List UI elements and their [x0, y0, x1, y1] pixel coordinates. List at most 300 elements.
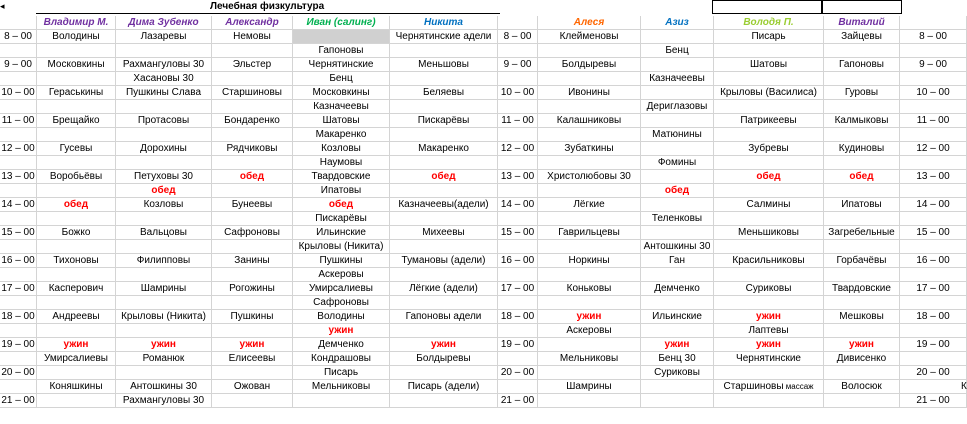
schedule-cell[interactable]: обед — [824, 170, 900, 184]
schedule-cell[interactable] — [212, 184, 293, 198]
schedule-cell[interactable]: Тихоновы — [37, 254, 116, 268]
schedule-cell[interactable] — [824, 184, 900, 198]
schedule-cell[interactable] — [714, 128, 824, 142]
header-cell-1[interactable]: Владимир М. — [37, 16, 116, 30]
schedule-cell[interactable] — [212, 44, 293, 58]
time-cell[interactable] — [498, 44, 538, 58]
schedule-cell[interactable]: обед — [390, 170, 498, 184]
header-cell-6[interactable] — [498, 16, 538, 30]
schedule-cell[interactable]: Шатовы — [714, 58, 824, 72]
schedule-cell[interactable]: Дериглазовы — [641, 100, 714, 114]
schedule-cell[interactable]: обед — [714, 170, 824, 184]
schedule-cell[interactable] — [641, 324, 714, 338]
schedule-cell[interactable] — [538, 366, 641, 380]
schedule-cell[interactable]: Московкины — [37, 58, 116, 72]
schedule-cell[interactable] — [641, 226, 714, 240]
schedule-cell[interactable]: Патрикеевы — [714, 114, 824, 128]
schedule-cell[interactable]: обед — [37, 198, 116, 212]
schedule-cell[interactable]: Касперович — [37, 282, 116, 296]
schedule-cell[interactable]: Немовы — [212, 30, 293, 44]
time-cell[interactable] — [900, 324, 967, 338]
time-cell[interactable]: 17 – 00 — [0, 282, 37, 296]
schedule-cell[interactable]: Шамрины — [538, 380, 641, 394]
time-cell[interactable] — [498, 184, 538, 198]
time-cell[interactable] — [498, 296, 538, 310]
time-cell[interactable] — [900, 44, 967, 58]
schedule-cell[interactable]: Умирсалиевы — [293, 282, 390, 296]
schedule-cell[interactable]: Петуховы 30 — [116, 170, 212, 184]
schedule-cell[interactable] — [824, 72, 900, 86]
schedule-cell[interactable] — [390, 324, 498, 338]
schedule-cell[interactable] — [714, 156, 824, 170]
schedule-cell[interactable] — [212, 156, 293, 170]
schedule-cell[interactable] — [37, 44, 116, 58]
time-cell[interactable]: 14 – 00 — [498, 198, 538, 212]
header-cell-9[interactable]: Володя П. — [714, 16, 824, 30]
time-cell[interactable]: 10 – 00 — [900, 86, 967, 100]
schedule-cell[interactable] — [824, 240, 900, 254]
schedule-cell[interactable]: Горбачёвы — [824, 254, 900, 268]
schedule-cell[interactable]: Ильинские — [293, 226, 390, 240]
schedule-cell[interactable]: Чернятинские — [714, 352, 824, 366]
time-cell[interactable] — [900, 296, 967, 310]
time-cell[interactable]: 12 – 00 — [498, 142, 538, 156]
schedule-cell[interactable]: Вальцовы — [116, 226, 212, 240]
schedule-cell[interactable]: Козловы — [293, 142, 390, 156]
schedule-cell[interactable]: ужин — [293, 324, 390, 338]
schedule-cell[interactable] — [824, 296, 900, 310]
schedule-cell[interactable] — [641, 380, 714, 394]
time-cell[interactable]: 10 – 00 — [0, 86, 37, 100]
schedule-cell[interactable] — [212, 128, 293, 142]
time-cell[interactable] — [900, 268, 967, 282]
schedule-cell[interactable]: Володины — [37, 30, 116, 44]
time-cell[interactable]: 20 – 00 — [900, 366, 967, 380]
schedule-cell[interactable]: Рогожины — [212, 282, 293, 296]
schedule-cell[interactable]: Елисеевы — [212, 352, 293, 366]
schedule-cell[interactable]: Норкины — [538, 254, 641, 268]
schedule-cell[interactable] — [641, 114, 714, 128]
schedule-cell[interactable] — [390, 44, 498, 58]
schedule-cell[interactable] — [714, 184, 824, 198]
schedule-cell[interactable] — [390, 366, 498, 380]
schedule-cell[interactable]: Коньковы — [538, 282, 641, 296]
schedule-cell[interactable]: ужин — [714, 310, 824, 324]
time-cell[interactable]: 17 – 00 — [900, 282, 967, 296]
schedule-cell[interactable]: ужин — [212, 338, 293, 352]
schedule-cell[interactable]: Брещайко — [37, 114, 116, 128]
schedule-cell[interactable]: Христолюбовы 30 — [538, 170, 641, 184]
schedule-cell[interactable] — [212, 268, 293, 282]
header-cell-11[interactable] — [900, 16, 967, 30]
time-cell[interactable]: 16 – 00 — [0, 254, 37, 268]
time-cell[interactable] — [900, 72, 967, 86]
schedule-cell[interactable]: Бенц 30 — [641, 352, 714, 366]
schedule-cell[interactable]: Аскеровы — [538, 324, 641, 338]
time-cell[interactable] — [0, 44, 37, 58]
schedule-cell[interactable]: Крыловы (Никита) — [293, 240, 390, 254]
time-cell[interactable]: 21 – 00 — [900, 394, 967, 408]
schedule-cell[interactable]: Эльстер — [212, 58, 293, 72]
schedule-cell[interactable]: Пушкины Слава — [116, 86, 212, 100]
time-cell[interactable]: 20 – 00 — [498, 366, 538, 380]
time-cell[interactable] — [498, 212, 538, 226]
schedule-cell[interactable] — [390, 100, 498, 114]
time-cell[interactable]: 17 – 00 — [498, 282, 538, 296]
schedule-cell[interactable] — [116, 100, 212, 114]
schedule-cell[interactable]: Пискарёвы — [293, 212, 390, 226]
schedule-cell[interactable]: Ипатовы — [824, 198, 900, 212]
schedule-cell[interactable]: Аскеровы — [293, 268, 390, 282]
time-cell[interactable] — [900, 156, 967, 170]
header-cell-10[interactable]: Виталий — [824, 16, 900, 30]
schedule-cell[interactable]: Демченко — [293, 338, 390, 352]
schedule-cell[interactable]: Макаренко — [293, 128, 390, 142]
schedule-cell[interactable]: Твардовские — [824, 282, 900, 296]
schedule-cell[interactable] — [212, 296, 293, 310]
schedule-cell[interactable]: Лёгкие — [538, 198, 641, 212]
time-cell[interactable] — [498, 324, 538, 338]
header-cell-4[interactable]: Иван (салинг) — [293, 16, 390, 30]
schedule-cell[interactable] — [714, 240, 824, 254]
time-cell[interactable]: 9 – 00 — [0, 58, 37, 72]
schedule-cell[interactable] — [37, 296, 116, 310]
time-cell[interactable]: 11 – 00 — [0, 114, 37, 128]
schedule-cell[interactable]: Загребельные — [824, 226, 900, 240]
schedule-cell[interactable]: Воробьёвы — [37, 170, 116, 184]
schedule-cell[interactable]: Суриковы — [714, 282, 824, 296]
schedule-cell[interactable] — [116, 296, 212, 310]
schedule-cell[interactable] — [293, 394, 390, 408]
schedule-cell[interactable] — [212, 72, 293, 86]
header-cell-box[interactable] — [822, 0, 902, 14]
time-cell[interactable] — [0, 212, 37, 226]
schedule-cell[interactable] — [116, 156, 212, 170]
schedule-cell[interactable]: Писарь — [293, 366, 390, 380]
schedule-cell[interactable]: Калашниковы — [538, 114, 641, 128]
schedule-cell[interactable]: Суриковы — [641, 366, 714, 380]
time-cell[interactable] — [900, 128, 967, 142]
schedule-cell[interactable]: Лёгкие (адели) — [390, 282, 498, 296]
schedule-cell[interactable] — [390, 184, 498, 198]
schedule-cell[interactable] — [538, 394, 641, 408]
schedule-cell[interactable]: Романюк — [116, 352, 212, 366]
schedule-cell[interactable]: Мельниковы — [538, 352, 641, 366]
schedule-cell[interactable]: Матюнины — [641, 128, 714, 142]
schedule-cell[interactable]: Рахмангуловы 30 — [116, 394, 212, 408]
schedule-cell[interactable]: обед — [116, 184, 212, 198]
schedule-cell[interactable]: Бунеевы — [212, 198, 293, 212]
time-cell[interactable]: 19 – 00 — [0, 338, 37, 352]
schedule-cell[interactable] — [37, 366, 116, 380]
schedule-cell[interactable]: Крыловы (Никита) — [116, 310, 212, 324]
time-cell[interactable]: 10 – 00 — [498, 86, 538, 100]
schedule-cell[interactable] — [37, 156, 116, 170]
schedule-cell[interactable]: Красильниковы — [714, 254, 824, 268]
schedule-cell[interactable]: Гераськины — [37, 86, 116, 100]
schedule-cell[interactable] — [37, 324, 116, 338]
schedule-cell[interactable]: Писарь (адели) — [390, 380, 498, 394]
schedule-cell[interactable]: ужин — [641, 338, 714, 352]
schedule-cell[interactable]: Казначеевы — [293, 100, 390, 114]
schedule-cell[interactable]: Ильинские — [641, 310, 714, 324]
schedule-cell[interactable]: Сафроновы — [293, 296, 390, 310]
schedule-cell[interactable] — [641, 30, 714, 44]
time-cell[interactable]: 14 – 00 — [0, 198, 37, 212]
schedule-cell[interactable]: Гаврильцевы — [538, 226, 641, 240]
time-cell[interactable]: 21 – 00 — [0, 394, 37, 408]
schedule-cell[interactable] — [714, 296, 824, 310]
schedule-cell[interactable]: Гуровы — [824, 86, 900, 100]
scroll-left-icon[interactable]: ◂ — [0, 1, 5, 11]
schedule-cell[interactable]: Казначеевы — [641, 72, 714, 86]
schedule-cell[interactable]: ужин — [116, 338, 212, 352]
schedule-cell[interactable]: Демченко — [641, 282, 714, 296]
time-cell[interactable] — [498, 72, 538, 86]
schedule-cell[interactable] — [714, 394, 824, 408]
schedule-cell[interactable]: Меньшовы — [390, 58, 498, 72]
schedule-cell[interactable] — [824, 44, 900, 58]
time-cell[interactable] — [0, 100, 37, 114]
schedule-cell[interactable] — [538, 72, 641, 86]
schedule-cell[interactable] — [116, 324, 212, 338]
schedule-cell[interactable]: Писарь — [714, 30, 824, 44]
schedule-cell[interactable]: Пушкины — [212, 310, 293, 324]
time-cell[interactable]: 15 – 00 — [900, 226, 967, 240]
schedule-cell[interactable] — [212, 212, 293, 226]
schedule-cell[interactable]: Шатовы — [293, 114, 390, 128]
time-cell[interactable] — [0, 296, 37, 310]
schedule-cell[interactable] — [824, 394, 900, 408]
time-cell[interactable]: 8 – 00 — [900, 30, 967, 44]
schedule-cell[interactable]: ужин — [714, 338, 824, 352]
schedule-cell[interactable] — [37, 184, 116, 198]
schedule-cell[interactable]: Старшиновы — [212, 86, 293, 100]
schedule-cell[interactable]: Шамрины — [116, 282, 212, 296]
schedule-cell[interactable]: Твардовские — [293, 170, 390, 184]
schedule-cell[interactable]: обед — [641, 184, 714, 198]
schedule-cell[interactable]: Макаренко — [390, 142, 498, 156]
schedule-cell[interactable] — [641, 394, 714, 408]
schedule-cell[interactable] — [212, 100, 293, 114]
time-cell[interactable]: 12 – 00 — [0, 142, 37, 156]
time-cell[interactable]: 9 – 00 — [498, 58, 538, 72]
time-cell[interactable]: 8 – 00 — [498, 30, 538, 44]
time-cell[interactable] — [0, 72, 37, 86]
time-cell[interactable] — [900, 240, 967, 254]
schedule-cell[interactable]: Бенц — [293, 72, 390, 86]
schedule-cell[interactable] — [824, 324, 900, 338]
schedule-cell[interactable] — [824, 100, 900, 114]
time-cell[interactable] — [498, 380, 538, 394]
time-cell[interactable] — [900, 184, 967, 198]
schedule-cell[interactable] — [538, 296, 641, 310]
schedule-cell[interactable] — [641, 170, 714, 184]
time-cell[interactable]: 8 – 00 — [0, 30, 37, 44]
time-cell[interactable] — [0, 128, 37, 142]
time-cell[interactable]: 16 – 00 — [900, 254, 967, 268]
schedule-cell[interactable]: Мельниковы — [293, 380, 390, 394]
schedule-cell[interactable] — [824, 268, 900, 282]
time-cell[interactable] — [498, 268, 538, 282]
schedule-cell[interactable]: Бондаренко — [212, 114, 293, 128]
schedule-cell[interactable] — [641, 86, 714, 100]
time-cell[interactable] — [0, 156, 37, 170]
schedule-cell[interactable] — [116, 268, 212, 282]
schedule-cell[interactable]: Теленковы — [641, 212, 714, 226]
header-cell-5[interactable]: Никита — [390, 16, 498, 30]
schedule-cell[interactable]: Кондрашовы — [293, 352, 390, 366]
time-cell[interactable] — [900, 352, 967, 366]
schedule-cell[interactable]: Меньшиковы — [714, 226, 824, 240]
schedule-cell[interactable]: Дивисенко — [824, 352, 900, 366]
schedule-cell[interactable] — [538, 268, 641, 282]
time-cell[interactable] — [0, 324, 37, 338]
schedule-cell[interactable]: обед — [212, 170, 293, 184]
schedule-cell[interactable] — [390, 156, 498, 170]
schedule-cell[interactable] — [714, 366, 824, 380]
time-cell[interactable] — [0, 240, 37, 254]
schedule-cell[interactable]: Фомины — [641, 156, 714, 170]
schedule-cell[interactable] — [212, 366, 293, 380]
schedule-cell[interactable]: Московкины — [293, 86, 390, 100]
schedule-cell[interactable]: Гусевы — [37, 142, 116, 156]
time-cell[interactable]: 15 – 00 — [0, 226, 37, 240]
time-cell[interactable]: 18 – 00 — [0, 310, 37, 324]
schedule-cell[interactable]: Крыловы (Василиса) — [714, 86, 824, 100]
schedule-cell[interactable]: Володины — [293, 310, 390, 324]
schedule-cell[interactable]: Ипатовы — [293, 184, 390, 198]
schedule-cell[interactable] — [390, 268, 498, 282]
schedule-cell[interactable]: Михеевы — [390, 226, 498, 240]
schedule-cell[interactable] — [641, 58, 714, 72]
schedule-cell[interactable] — [714, 100, 824, 114]
header-cell-7[interactable]: Алеся — [538, 16, 641, 30]
schedule-cell[interactable]: Хасановы 30 — [116, 72, 212, 86]
schedule-cell[interactable] — [641, 198, 714, 212]
schedule-cell[interactable]: Антошкины 30 — [641, 240, 714, 254]
schedule-cell[interactable]: Ивонины — [538, 86, 641, 100]
time-cell[interactable]: 13 – 00 — [498, 170, 538, 184]
schedule-cell[interactable]: обед — [293, 198, 390, 212]
time-cell[interactable] — [900, 100, 967, 114]
schedule-cell[interactable] — [37, 212, 116, 226]
schedule-cell[interactable]: Протасовы — [116, 114, 212, 128]
schedule-cell[interactable]: Божко — [37, 226, 116, 240]
schedule-cell[interactable]: Болдыревы — [390, 352, 498, 366]
header-cell-2[interactable]: Дима Зубенко — [116, 16, 212, 30]
time-cell[interactable]: 19 – 00 — [498, 338, 538, 352]
schedule-cell[interactable] — [116, 366, 212, 380]
time-cell[interactable]: 12 – 00 — [900, 142, 967, 156]
time-cell[interactable] — [498, 100, 538, 114]
time-cell[interactable]: 16 – 00 — [498, 254, 538, 268]
schedule-cell[interactable] — [714, 44, 824, 58]
schedule-cell[interactable] — [212, 394, 293, 408]
schedule-cell[interactable] — [714, 212, 824, 226]
schedule-cell[interactable] — [37, 240, 116, 254]
schedule-cell[interactable] — [714, 268, 824, 282]
time-cell[interactable] — [498, 128, 538, 142]
schedule-cell[interactable]: ужин — [37, 338, 116, 352]
time-cell[interactable] — [498, 156, 538, 170]
schedule-cell[interactable] — [37, 128, 116, 142]
time-cell[interactable] — [498, 352, 538, 366]
schedule-cell[interactable]: ужин — [538, 310, 641, 324]
schedule-cell[interactable]: Ожован — [212, 380, 293, 394]
schedule-cell[interactable] — [641, 268, 714, 282]
time-cell[interactable] — [498, 240, 538, 254]
schedule-cell[interactable] — [212, 324, 293, 338]
schedule-cell[interactable] — [538, 184, 641, 198]
schedule-cell[interactable] — [37, 268, 116, 282]
schedule-cell[interactable]: Рядчиковы — [212, 142, 293, 156]
schedule-cell[interactable]: Мешковы — [824, 310, 900, 324]
schedule-cell[interactable]: Гапоновы — [824, 58, 900, 72]
schedule-cell[interactable]: Сафроновы — [212, 226, 293, 240]
schedule-cell[interactable] — [538, 100, 641, 114]
schedule-cell[interactable]: Зубревы — [714, 142, 824, 156]
schedule-cell[interactable]: Гапоновы — [293, 44, 390, 58]
schedule-cell[interactable]: Филипповы — [116, 254, 212, 268]
time-cell[interactable]: 13 – 00 — [0, 170, 37, 184]
schedule-cell[interactable] — [641, 296, 714, 310]
time-cell[interactable] — [0, 352, 37, 366]
time-cell[interactable]: 11 – 00 — [900, 114, 967, 128]
schedule-cell[interactable]: Чернятинские — [293, 58, 390, 72]
header-cell-0[interactable] — [0, 16, 37, 30]
schedule-cell[interactable]: Беляевы — [390, 86, 498, 100]
time-cell[interactable]: 19 – 00 — [900, 338, 967, 352]
time-cell[interactable]: 21 – 00 — [498, 394, 538, 408]
schedule-cell[interactable] — [824, 212, 900, 226]
schedule-cell[interactable] — [714, 72, 824, 86]
header-cell-box[interactable] — [712, 0, 822, 14]
schedule-cell[interactable]: Рахмангуловы 30 — [116, 58, 212, 72]
schedule-cell[interactable]: Наумовы — [293, 156, 390, 170]
schedule-cell[interactable]: Салмины — [714, 198, 824, 212]
schedule-cell[interactable]: Лаптевы — [714, 324, 824, 338]
schedule-cell[interactable]: Клейменовы — [538, 30, 641, 44]
header-cell-3[interactable]: Александр — [212, 16, 293, 30]
time-cell[interactable] — [900, 212, 967, 226]
time-cell[interactable]: 18 – 00 — [498, 310, 538, 324]
schedule-cell[interactable] — [538, 240, 641, 254]
schedule-cell[interactable] — [390, 296, 498, 310]
time-cell[interactable] — [0, 184, 37, 198]
time-cell[interactable]: 20 – 00 — [0, 366, 37, 380]
schedule-cell[interactable] — [212, 240, 293, 254]
schedule-cell[interactable] — [37, 72, 116, 86]
schedule-cell[interactable] — [293, 30, 390, 44]
time-cell[interactable]: 9 – 00 — [900, 58, 967, 72]
header-cell-8[interactable]: Азиз — [641, 16, 714, 30]
schedule-cell[interactable]: Коняшкины — [37, 380, 116, 394]
schedule-cell[interactable]: ужин — [390, 338, 498, 352]
schedule-cell[interactable] — [641, 142, 714, 156]
schedule-cell[interactable]: Болдыревы — [538, 58, 641, 72]
schedule-cell[interactable]: Умирсалиевы — [37, 352, 116, 366]
schedule-cell[interactable]: Занины — [212, 254, 293, 268]
schedule-cell[interactable] — [538, 128, 641, 142]
schedule-cell[interactable]: Старшиновы массаж — [714, 380, 824, 394]
schedule-cell[interactable]: Гапоновы адели — [390, 310, 498, 324]
schedule-cell[interactable] — [116, 128, 212, 142]
schedule-cell[interactable]: Казначеевы(адели) — [390, 198, 498, 212]
schedule-cell[interactable]: Козловы — [116, 198, 212, 212]
schedule-cell[interactable]: Чернятинские адели — [390, 30, 498, 44]
schedule-cell[interactable]: Зубаткины — [538, 142, 641, 156]
